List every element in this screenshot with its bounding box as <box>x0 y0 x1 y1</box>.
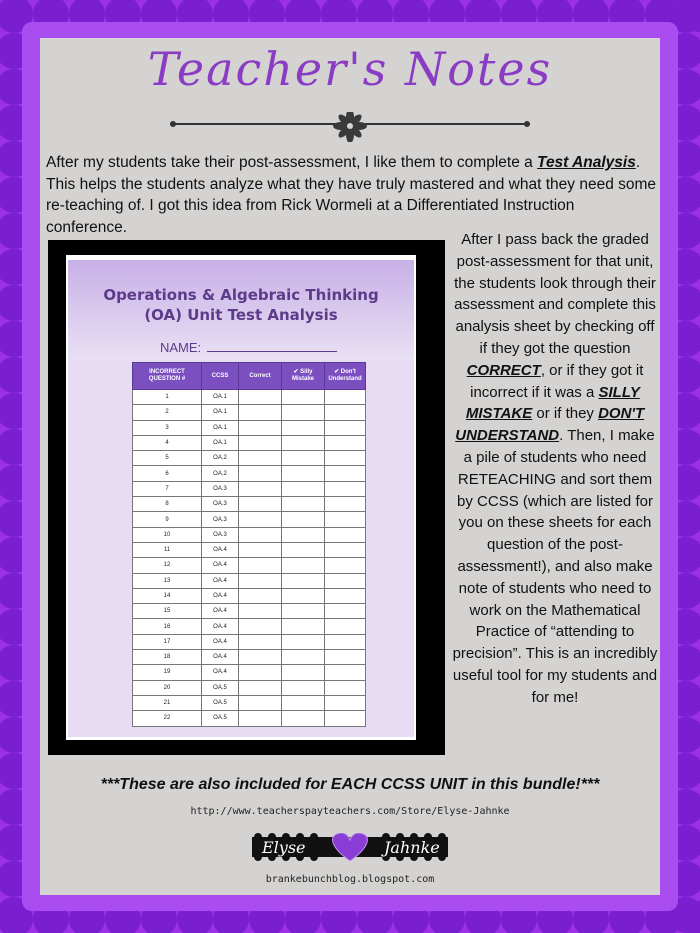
dont-understand-cell <box>325 680 366 695</box>
correct-cell <box>239 573 282 588</box>
question-number-cell: 10 <box>133 527 202 542</box>
silly-mistake-cell <box>282 695 325 710</box>
question-number-cell: 18 <box>133 650 202 665</box>
table-row <box>133 405 366 420</box>
table-row <box>133 665 366 680</box>
flower-divider-icon <box>170 112 530 142</box>
question-number-cell: 21 <box>133 695 202 710</box>
dont-understand-cell <box>325 619 366 634</box>
question-number-cell: 8 <box>133 497 202 512</box>
question-number-cell: 9 <box>133 512 202 527</box>
correct-cell <box>239 527 282 542</box>
header-incorrect-question: INCORRECT QUESTION # <box>133 363 202 390</box>
dont-understand-cell <box>325 512 366 527</box>
ccss-cell: OA.3 <box>202 527 239 542</box>
correct-cell <box>239 405 282 420</box>
question-number-cell: 11 <box>133 542 202 557</box>
table-row <box>133 604 366 619</box>
page-title: Teacher's Notes <box>147 42 553 96</box>
worksheet-title-line-1: Operations & Algebraic Thinking <box>103 286 379 304</box>
silly-mistake-cell <box>282 588 325 603</box>
intro-text-after: . This helps the students analyze what they have truly mastered and what they need some re-teaching of. I got this idea from Rick Wormeli at a Differentiated Instruction conference. <box>46 154 657 236</box>
silly-mistake-cell <box>282 558 325 573</box>
table-row <box>133 420 366 435</box>
dont-understand-cell <box>325 390 366 405</box>
ccss-cell: OA.1 <box>202 420 239 435</box>
worksheet-name-row <box>160 340 337 355</box>
store-url: http://www.teacherspayteachers.com/Store/Elyse-Jahnke <box>190 806 510 817</box>
analysis-table <box>132 362 366 727</box>
table-row <box>133 512 366 527</box>
dont-understand-cell <box>325 711 366 726</box>
ccss-cell: OA.4 <box>202 634 239 649</box>
ccss-cell: OA.4 <box>202 619 239 634</box>
table-row <box>133 619 366 634</box>
author-first-name: Elyse <box>262 838 306 857</box>
correct-cell <box>239 420 282 435</box>
table-row <box>133 634 366 649</box>
dont-understand-cell <box>325 481 366 496</box>
silly-mistake-cell <box>282 481 325 496</box>
silly-mistake-cell <box>282 680 325 695</box>
table-row <box>133 542 366 557</box>
silly-mistake-cell <box>282 711 325 726</box>
question-number-cell: 4 <box>133 435 202 450</box>
explanation-part-4: . Then, I make a pile of students who need RETEACHING and sort them by CCSS (which are listed for you on these sheets for each question of the post-assessment!), and also make note of students who need to work on the Mathematical Practice of “attending to precision”. This is an incredibly useful tool for my students and for me! <box>452 427 658 706</box>
silly-mistake-cell <box>282 497 325 512</box>
dont-understand-cell <box>325 420 366 435</box>
ccss-cell: OA.1 <box>202 390 239 405</box>
silly-mistake-cell <box>282 542 325 557</box>
name-blank-line <box>207 351 337 352</box>
dont-understand-cell <box>325 588 366 603</box>
dont-understand-cell <box>325 405 366 420</box>
correct-cell <box>239 542 282 557</box>
silly-mistake-cell <box>282 527 325 542</box>
question-number-cell: 19 <box>133 665 202 680</box>
correct-cell <box>239 497 282 512</box>
question-number-cell: 2 <box>133 405 202 420</box>
dont-understand-cell <box>325 695 366 710</box>
silly-mistake-cell <box>282 451 325 466</box>
ccss-cell: OA.5 <box>202 695 239 710</box>
silly-mistake-cell <box>282 512 325 527</box>
dont-understand-cell <box>325 542 366 557</box>
test-analysis-highlight: Test Analysis <box>537 154 636 171</box>
ccss-cell: OA.3 <box>202 512 239 527</box>
analysis-table-header <box>133 363 366 390</box>
bundle-note: ***These are also included for EACH CCSS UNIT in this bundle!*** <box>100 776 600 793</box>
correct-cell <box>239 512 282 527</box>
dont-understand-cell <box>325 634 366 649</box>
explanation-part-2: , or if they got it incorrect if it was a <box>470 361 644 401</box>
ccss-cell: OA.3 <box>202 497 239 512</box>
silly-mistake-cell <box>282 604 325 619</box>
correct-cell <box>239 481 282 496</box>
table-row <box>133 680 366 695</box>
correct-highlight: CORRECT <box>466 361 541 379</box>
question-number-cell: 16 <box>133 619 202 634</box>
table-row <box>133 466 366 481</box>
correct-cell <box>239 390 282 405</box>
correct-cell <box>239 604 282 619</box>
header-ccss: CCSS <box>202 363 239 390</box>
ccss-cell: OA.5 <box>202 680 239 695</box>
ccss-cell: OA.2 <box>202 451 239 466</box>
silly-mistake-cell <box>282 634 325 649</box>
ccss-cell: OA.1 <box>202 405 239 420</box>
table-row <box>133 497 366 512</box>
explanation-part-3: or if they <box>532 405 599 423</box>
silly-mistake-cell <box>282 650 325 665</box>
question-number-cell: 5 <box>133 451 202 466</box>
ccss-cell: OA.3 <box>202 481 239 496</box>
table-row <box>133 588 366 603</box>
ccss-cell: OA.4 <box>202 573 239 588</box>
question-number-cell: 1 <box>133 390 202 405</box>
correct-cell <box>239 634 282 649</box>
dont-understand-cell <box>325 466 366 481</box>
question-number-cell: 3 <box>133 420 202 435</box>
explanation-paragraph <box>452 229 658 709</box>
ccss-cell: OA.2 <box>202 466 239 481</box>
ccss-cell: OA.4 <box>202 650 239 665</box>
dont-understand-cell <box>325 558 366 573</box>
dont-understand-cell <box>325 435 366 450</box>
correct-cell <box>239 665 282 680</box>
table-row <box>133 451 366 466</box>
table-row <box>133 390 366 405</box>
table-row <box>133 481 366 496</box>
dont-understand-cell <box>325 497 366 512</box>
question-number-cell: 13 <box>133 573 202 588</box>
ccss-cell: OA.4 <box>202 558 239 573</box>
ccss-cell: OA.1 <box>202 435 239 450</box>
correct-cell <box>239 435 282 450</box>
correct-cell <box>239 619 282 634</box>
correct-cell <box>239 466 282 481</box>
question-number-cell: 20 <box>133 680 202 695</box>
ccss-cell: OA.4 <box>202 665 239 680</box>
table-row <box>133 711 366 726</box>
intro-paragraph <box>46 152 658 238</box>
question-number-cell: 6 <box>133 466 202 481</box>
correct-cell <box>239 451 282 466</box>
silly-mistake-highlight: SILLY MISTAKE <box>465 383 640 423</box>
dont-understand-cell <box>325 650 366 665</box>
table-row <box>133 650 366 665</box>
dont-understand-cell <box>325 527 366 542</box>
silly-mistake-cell <box>282 619 325 634</box>
explanation-part-1: After I pass back the graded post-assessment for that unit, the students look through their assessment and complete this analysis sheet by checking off if they got the question <box>454 231 656 357</box>
silly-mistake-cell <box>282 435 325 450</box>
ccss-cell: OA.5 <box>202 711 239 726</box>
worksheet-title-line-2: (OA) Unit Test Analysis <box>144 306 338 324</box>
question-number-cell: 7 <box>133 481 202 496</box>
header-silly-mistake: ✔ Silly Mistake <box>282 363 325 390</box>
question-number-cell: 22 <box>133 711 202 726</box>
name-label: NAME: <box>160 340 202 355</box>
silly-mistake-cell <box>282 665 325 680</box>
author-last-name: Jahnke <box>384 838 440 857</box>
ccss-cell: OA.4 <box>202 604 239 619</box>
correct-cell <box>239 588 282 603</box>
question-number-cell: 15 <box>133 604 202 619</box>
table-row <box>133 573 366 588</box>
worksheet-title <box>68 285 414 325</box>
intro-text-before: After my students take their post-assessment, I like them to complete a <box>46 154 538 171</box>
table-row <box>133 527 366 542</box>
table-row <box>133 695 366 710</box>
correct-cell <box>239 695 282 710</box>
header-correct: Correct <box>239 363 282 390</box>
dont-understand-highlight: DON'T UNDERSTAND <box>455 405 645 445</box>
correct-cell <box>239 711 282 726</box>
question-number-cell: 17 <box>133 634 202 649</box>
ccss-cell: OA.4 <box>202 588 239 603</box>
header-dont-understand: ✔ Don't Understand <box>325 363 366 390</box>
dont-understand-cell <box>325 451 366 466</box>
silly-mistake-cell <box>282 390 325 405</box>
silly-mistake-cell <box>282 573 325 588</box>
correct-cell <box>239 680 282 695</box>
silly-mistake-cell <box>282 466 325 481</box>
table-row <box>133 435 366 450</box>
silly-mistake-cell <box>282 420 325 435</box>
correct-cell <box>239 650 282 665</box>
ccss-cell: OA.4 <box>202 542 239 557</box>
silly-mistake-cell <box>282 405 325 420</box>
table-row <box>133 558 366 573</box>
dont-understand-cell <box>325 604 366 619</box>
dont-understand-cell <box>325 665 366 680</box>
blog-url: brankebunchblog.blogspot.com <box>265 874 435 885</box>
correct-cell <box>239 558 282 573</box>
question-number-cell: 14 <box>133 588 202 603</box>
dont-understand-cell <box>325 573 366 588</box>
question-number-cell: 12 <box>133 558 202 573</box>
